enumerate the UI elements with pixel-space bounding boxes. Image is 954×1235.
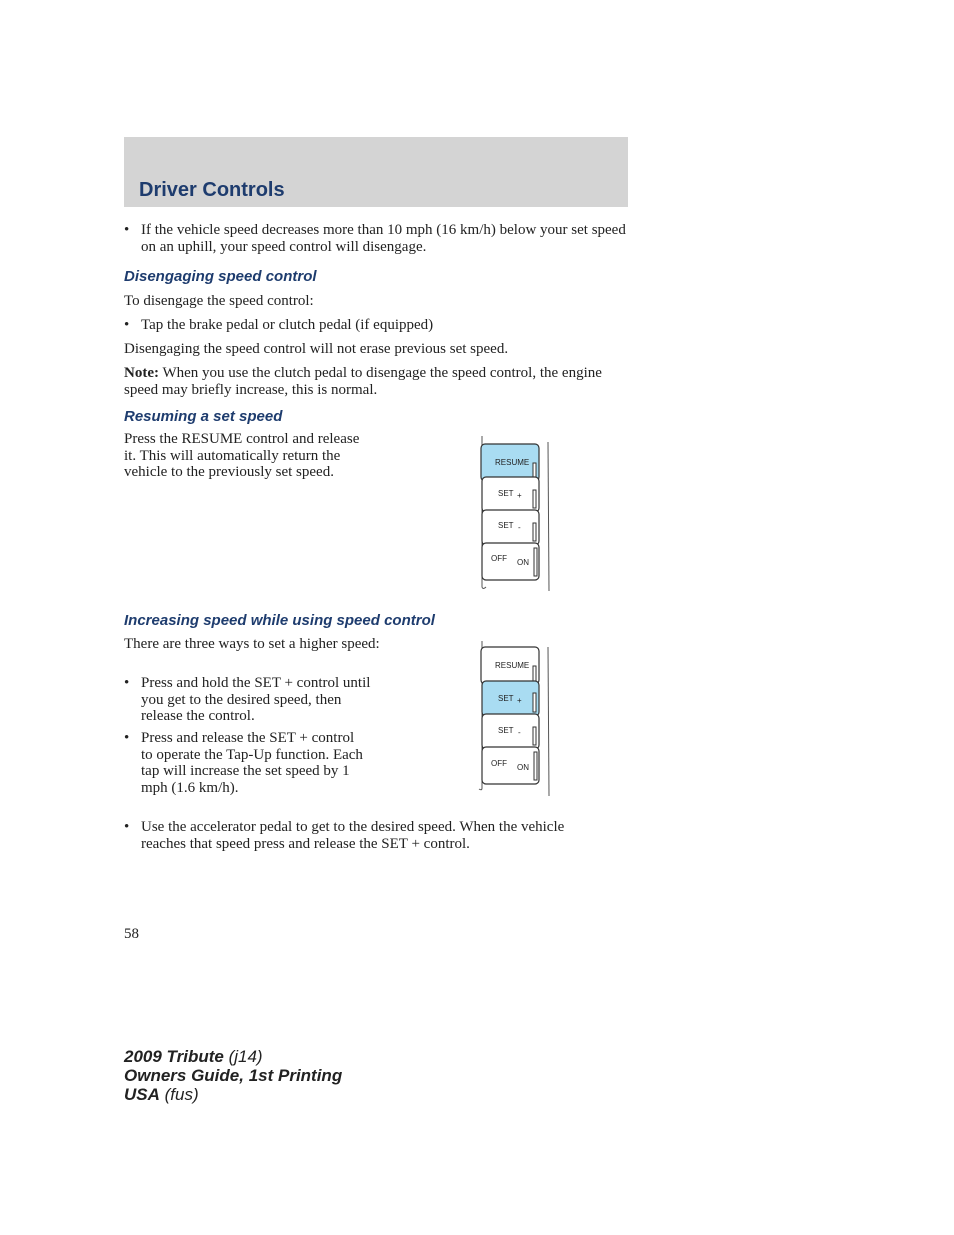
list-item: [124, 675, 381, 725]
set-minus-button: [482, 714, 539, 749]
set-label: SET: [498, 694, 514, 703]
resume-label: RESUME: [495, 661, 530, 670]
speed-control-switch-illustration-set-plus: [474, 639, 558, 801]
disengaging-para: Disengaging the speed control will not erase previous set speed.: [124, 341, 509, 357]
bullet-dot: •: [124, 222, 130, 238]
list-item: [124, 730, 369, 796]
bullet-text: Tap the brake pedal or clutch pedal (if equipped): [141, 317, 434, 333]
speed-control-switch-illustration-resume: [474, 434, 558, 596]
off-on-button: [482, 543, 539, 580]
set-label: SET: [498, 521, 514, 530]
minus-label: -: [518, 523, 521, 532]
set-label: SET: [498, 489, 514, 498]
set-minus-button: [482, 510, 539, 545]
on-label: ON: [517, 558, 529, 567]
footer-region: USA: [124, 1085, 160, 1104]
heading-increasing: Increasing speed while using speed control: [124, 612, 435, 629]
bullet-text: Press and release the SET + control to operate the Tap-Up function. Each tap will increase the set speed by 1 mph (1.6 km/h).: [141, 730, 363, 796]
heading-resuming: Resuming a set speed: [124, 408, 283, 425]
heading-disengaging: Disengaging speed control: [124, 268, 317, 285]
list-item: [124, 222, 631, 255]
set-plus-button: [482, 477, 539, 512]
page-number: 58: [124, 926, 139, 942]
footer-line-2: Owners Guide, 1st Printing: [124, 1066, 343, 1085]
footer-model-code: (j14): [223, 1047, 263, 1066]
list-item: [124, 819, 611, 852]
bullet-dot: •: [124, 675, 130, 691]
disengaging-intro: To disengage the speed control:: [124, 293, 314, 309]
document-footer: [124, 1047, 342, 1104]
section-header: [124, 137, 628, 207]
bullet-dot: •: [124, 317, 130, 333]
list-item: [124, 317, 631, 334]
on-label: ON: [517, 763, 529, 772]
bullet-text: Press and hold the SET + control until you get to the desired speed, then release the control.: [141, 675, 371, 724]
resume-label: RESUME: [495, 458, 530, 467]
footer-region-code: (fus): [159, 1085, 199, 1104]
bullet-dot: •: [124, 819, 130, 835]
resume-button-highlighted: [481, 444, 539, 481]
bullet-dot: •: [124, 730, 130, 746]
resuming-para: Press the RESUME control and release it. This will automatically return the vehicle to the previously set speed.: [124, 431, 360, 480]
footer-line-1: [124, 1047, 342, 1066]
off-label: OFF: [491, 759, 507, 768]
note-text: When you use the clutch pedal to disengage the speed control, the engine speed may briefly increase, this is normal.: [124, 365, 602, 398]
plus-label: +: [517, 491, 522, 500]
resume-button: [481, 647, 539, 684]
set-plus-button-highlighted: [482, 681, 539, 716]
set-label: SET: [498, 726, 514, 735]
minus-label: -: [518, 728, 521, 737]
note-paragraph: [124, 365, 610, 398]
off-on-button: [482, 747, 539, 784]
section-title: Driver Controls: [139, 179, 285, 201]
note-label: Note:: [124, 365, 159, 381]
footer-model: 2009 Tribute: [124, 1047, 224, 1066]
plus-label: +: [517, 696, 522, 705]
increasing-intro: There are three ways to set a higher speed:: [124, 636, 380, 652]
bullet-text: If the vehicle speed decreases more than 10 mph (16 km/h) below your set speed on an uphill, your speed control will disengage.: [141, 222, 626, 255]
off-label: OFF: [491, 554, 507, 563]
bullet-text: Use the accelerator pedal to get to the desired speed. When the vehicle reaches that speed press and release the SET + control.: [141, 819, 565, 852]
footer-line-3: [124, 1085, 342, 1104]
